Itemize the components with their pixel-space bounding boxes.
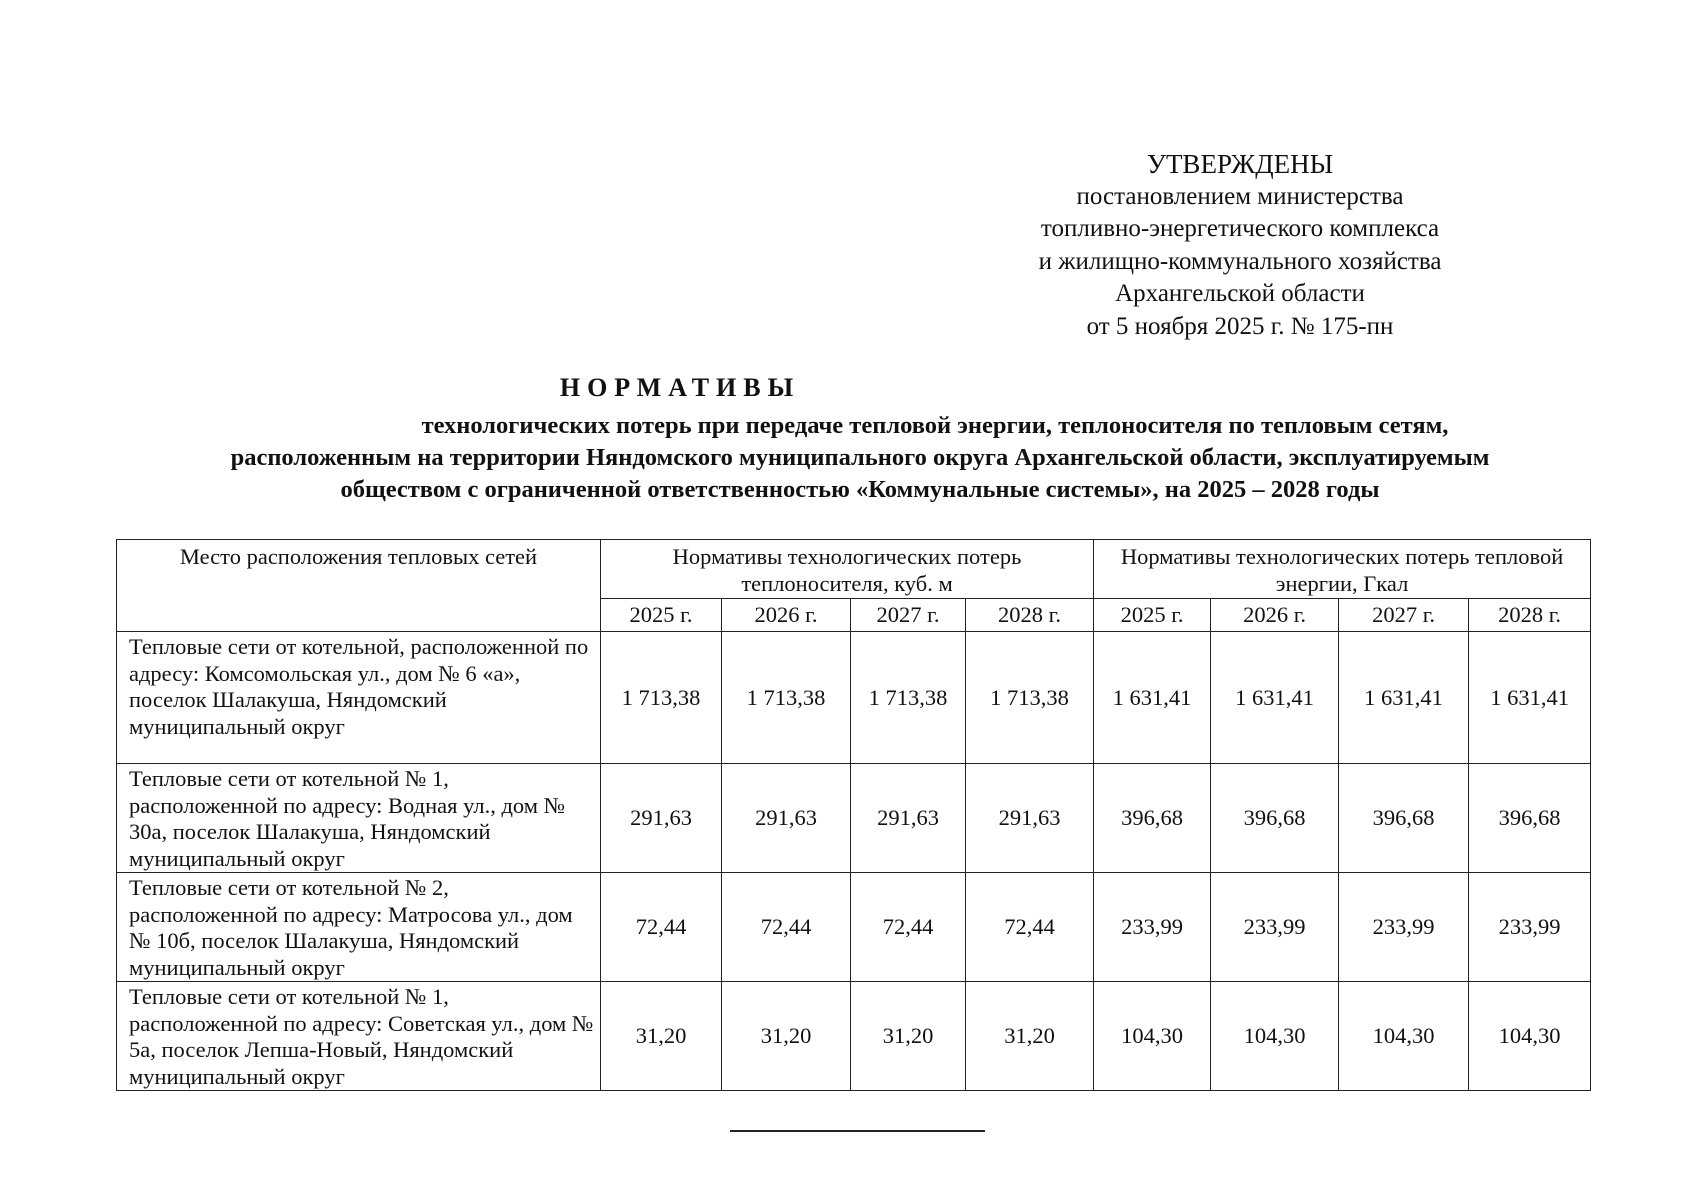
subtitle-line: расположенным на территории Няндомского муниципального округа Архангельской области, эксплуатируемым bbox=[230, 444, 1490, 471]
approval-line: постановлением министерства bbox=[1076, 182, 1404, 210]
coolant-value-cell: 1 713,38 bbox=[966, 632, 1094, 764]
heat-losses-header: Нормативы технологических потерь тепловой энергии, Гкал bbox=[1094, 540, 1591, 599]
table-row bbox=[117, 632, 1591, 764]
coolant-value-cell: 72,44 bbox=[722, 873, 851, 982]
coolant-value-cell: 1 713,38 bbox=[722, 632, 851, 764]
year-header: 2025 г. bbox=[601, 599, 722, 632]
location-cell: Тепловые сети от котельной, расположенной по адресу: Комсомольская ул., дом № 6 «а», поселок Шалакуша, Няндомский муниципальный округ bbox=[117, 632, 601, 764]
coolant-value-cell: 72,44 bbox=[966, 873, 1094, 982]
heat-value-cell: 104,30 bbox=[1339, 982, 1469, 1091]
heat-value-cell: 1 631,41 bbox=[1094, 632, 1211, 764]
coolant-value-cell: 72,44 bbox=[851, 873, 966, 982]
heat-value-cell: 233,99 bbox=[1469, 873, 1591, 982]
year-header: 2025 г. bbox=[1094, 599, 1211, 632]
end-divider bbox=[730, 1130, 985, 1132]
coolant-value-cell: 1 713,38 bbox=[601, 632, 722, 764]
table-row bbox=[117, 873, 1591, 982]
coolant-value-cell: 291,63 bbox=[851, 764, 966, 873]
approval-line: топливно-энергетического комплекса bbox=[1040, 215, 1440, 242]
subtitle-line: обществом с ограниченной ответственностью «Коммунальные системы», на 2025 – 2028 годы bbox=[340, 476, 1380, 503]
header-row bbox=[117, 540, 1591, 599]
heat-value-cell: 104,30 bbox=[1094, 982, 1211, 1091]
heat-value-cell: 104,30 bbox=[1469, 982, 1591, 1091]
coolant-value-cell: 72,44 bbox=[601, 873, 722, 982]
coolant-losses-header: Нормативы технологических потерь теплоносителя, куб. м bbox=[601, 540, 1094, 599]
heat-value-cell: 104,30 bbox=[1211, 982, 1339, 1091]
year-header: 2028 г. bbox=[966, 599, 1094, 632]
heat-value-cell: 233,99 bbox=[1211, 873, 1339, 982]
location-cell: Тепловые сети от котельной № 1, расположенной по адресу: Водная ул., дом № 30а, поселок Шалакуша, Няндомский муниципальный округ bbox=[117, 764, 601, 873]
table-row bbox=[117, 764, 1591, 873]
approval-line: от 5 ноября 2025 г. № 175-пн bbox=[1086, 312, 1394, 340]
approval-line: Архангельской области bbox=[1115, 280, 1365, 307]
year-header: 2027 г. bbox=[851, 599, 966, 632]
norms-table bbox=[116, 539, 1591, 1091]
heat-value-cell: 396,68 bbox=[1094, 764, 1211, 873]
heat-value-cell: 396,68 bbox=[1469, 764, 1591, 873]
coolant-value-cell: 31,20 bbox=[601, 982, 722, 1091]
heat-value-cell: 396,68 bbox=[1339, 764, 1469, 873]
coolant-value-cell: 291,63 bbox=[722, 764, 851, 873]
coolant-value-cell: 31,20 bbox=[851, 982, 966, 1091]
heat-value-cell: 396,68 bbox=[1211, 764, 1339, 873]
document-subtitle bbox=[110, 410, 1610, 506]
approval-stamp bbox=[940, 148, 1540, 343]
year-header: 2026 г. bbox=[1211, 599, 1339, 632]
year-header: 2027 г. bbox=[1339, 599, 1469, 632]
coolant-value-cell: 1 713,38 bbox=[851, 632, 966, 764]
heat-value-cell: 1 631,41 bbox=[1211, 632, 1339, 764]
coolant-value-cell: 31,20 bbox=[722, 982, 851, 1091]
heat-value-cell: 233,99 bbox=[1094, 873, 1211, 982]
year-header: 2026 г. bbox=[722, 599, 851, 632]
document-title: НОРМАТИВЫ bbox=[559, 373, 801, 402]
coolant-value-cell: 291,63 bbox=[966, 764, 1094, 873]
location-cell: Тепловые сети от котельной № 2, расположенной по адресу: Матросова ул., дом № 10б, поселок Шалакуша, Няндомский муниципальный округ bbox=[117, 873, 601, 982]
table-row bbox=[117, 982, 1591, 1091]
approval-title: УТВЕРЖДЕНЫ bbox=[1146, 149, 1334, 179]
coolant-value-cell: 291,63 bbox=[601, 764, 722, 873]
year-header: 2028 г. bbox=[1469, 599, 1591, 632]
heat-value-cell: 1 631,41 bbox=[1339, 632, 1469, 764]
location-column-header: Место расположения тепловых сетей bbox=[117, 540, 601, 632]
heat-value-cell: 233,99 bbox=[1339, 873, 1469, 982]
subtitle-line: технологических потерь при передаче тепловой энергии, теплоносителя по тепловым сетям, bbox=[421, 412, 1449, 439]
coolant-value-cell: 31,20 bbox=[966, 982, 1094, 1091]
location-cell: Тепловые сети от котельной № 1, расположенной по адресу: Советская ул., дом № 5а, поселок Лепша-Новый, Няндомский муниципальный округ bbox=[117, 982, 601, 1091]
heat-value-cell: 1 631,41 bbox=[1469, 632, 1591, 764]
approval-line: и жилищно-коммунального хозяйства bbox=[1038, 247, 1442, 275]
